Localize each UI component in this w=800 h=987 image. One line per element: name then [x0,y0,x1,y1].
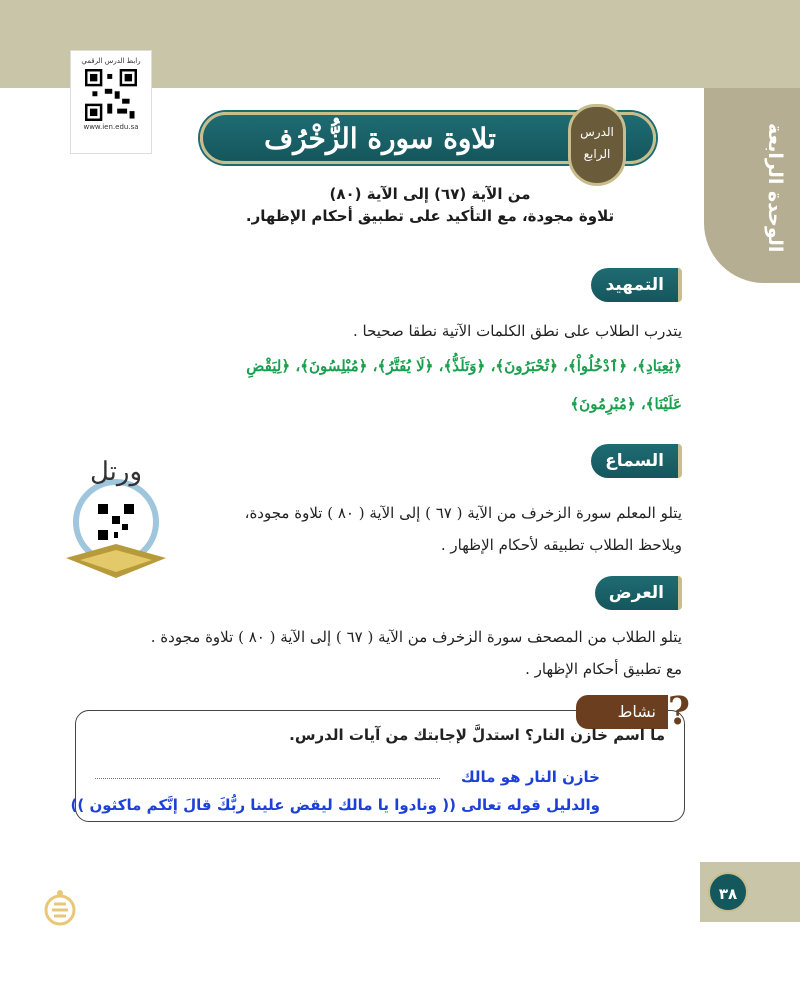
activity-answer-1[interactable]: خازن النار هو مالك [460,768,600,786]
answer-dotted-line [95,778,440,779]
lesson-number-badge [568,104,626,186]
intro-text: يتدرب الطلاب على نطق الكلمات الآتية نطقا صحيحا . [352,322,682,340]
intro-words-line1: ﴿يَٰعِبَادِ﴾، ﴿ٱدْخُلُواْ﴾، ﴿تُحْبَرُونَ﴾، ﴿وَتَلَذُّ﴾، ﴿لَا يُفَتَّرُ﴾، ﴿مُبْلِسُونَ﴾، ﴿لِيَقْضِ [246,357,682,375]
unit-label: الوحدة الرابعة [764,123,786,253]
lesson-range: من الآية (٦٧) إلى الآية (٨٠) [329,185,531,203]
present-line2: مع تطبيق أحكام الإظهار . [525,660,682,678]
qr-code-icon [85,69,137,121]
qr-url: www.ien.edu.sa [83,123,139,131]
qr-caption: رابط الدرس الرقمي [81,57,141,65]
digital-lesson-qr[interactable] [70,50,152,154]
lesson-title: تلاوة سورة الزُّخْرُف [264,122,496,155]
page-number: ٣٨ [708,872,748,912]
section-heading-intro: التمهيد [591,268,682,302]
section-heading-present: العرض [595,576,682,610]
section-heading-listen: السماع [591,444,682,478]
question-mark-icon: ? [667,688,690,733]
activity-tag: نشاط [576,695,668,729]
calligraphy-icon: ورتل [89,460,143,487]
publisher-logo-icon [42,888,78,928]
present-line1: يتلو الطلاب من المصحف سورة الزخرف من الآية ( ٦٧ ) إلى الآية ( ٨٠ ) تلاوة مجودة . [150,628,682,646]
lesson-badge-line1: الدرس [580,125,614,139]
intro-words-line2: عَلَيْنَا﴾، ﴿مُبْرِمُونَ﴾ [570,395,682,413]
listen-line2: ويلاحظ الطلاب تطبيقه لأحكام الإظهار . [440,536,682,554]
activity-answer-2[interactable]: والدليل قوله تعالى (( ونادوا يا مالك ليقض علينا ربُّكَ قالَ إنَّكم ماكثون )) [70,796,600,814]
lesson-goal: تلاوة مجودة، مع التأكيد على تطبيق أحكام الإظهار. [245,207,615,225]
listen-line1: يتلو المعلم سورة الزخرف من الآية ( ٦٧ ) إلى الآية ( ٨٠ ) تلاوة مجودة، [244,504,682,522]
lesson-badge-line2: الرابع [583,147,611,161]
activity-question: ما اسم خازن النار؟ استدلَّ لإجابتك من آيات الدرس. [289,726,665,744]
